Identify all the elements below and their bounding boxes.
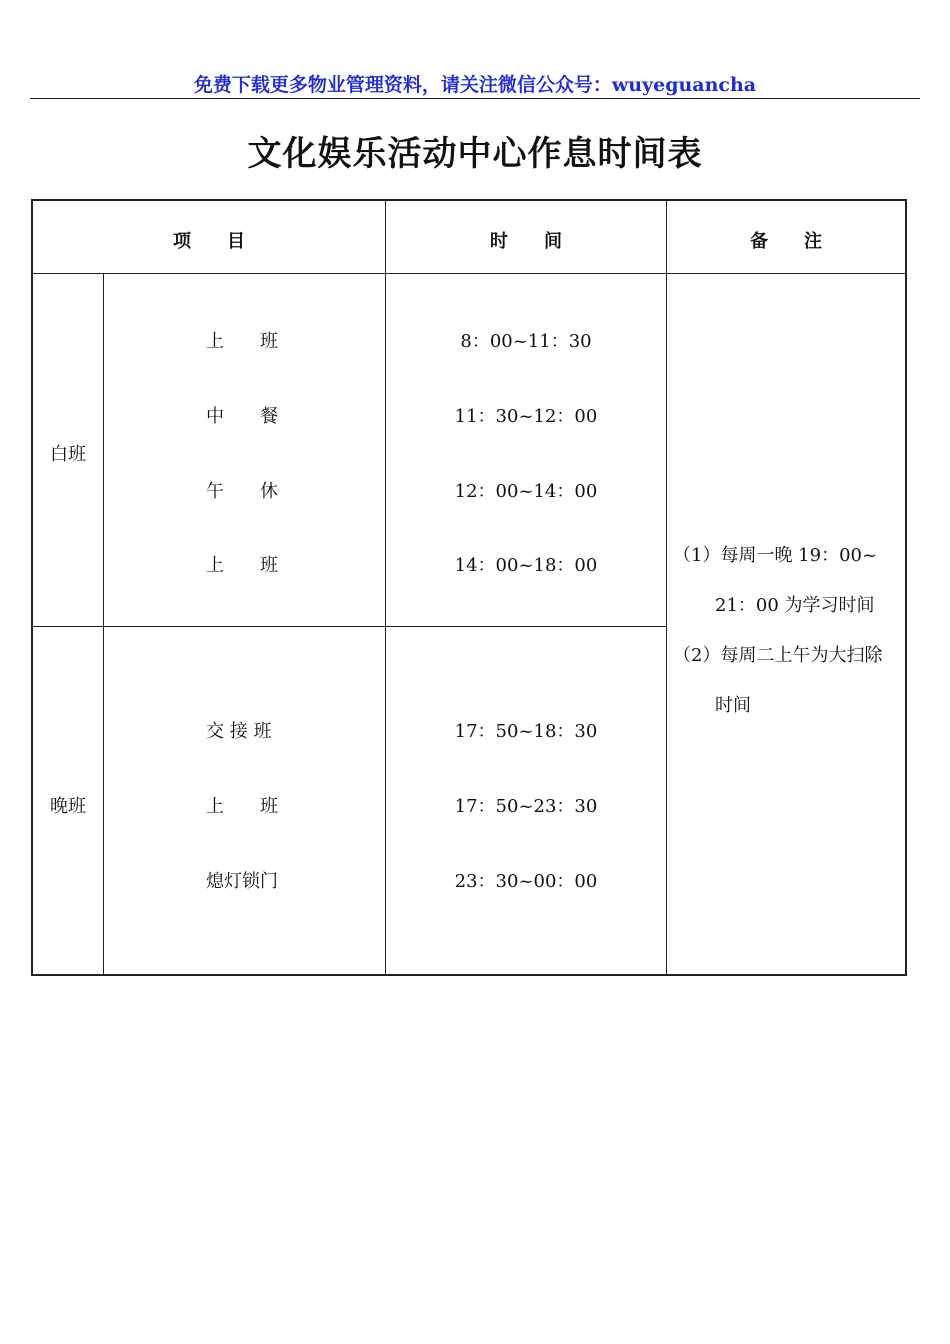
group-label-night: 晚班 bbox=[50, 796, 86, 817]
day-row-3-item: 午 休 bbox=[206, 481, 278, 502]
header-remark: 备 注 bbox=[750, 231, 822, 252]
col-line-time-remark bbox=[666, 201, 667, 974]
remark-line-4: 时间 bbox=[715, 695, 751, 716]
night-row-2-item: 上 班 bbox=[206, 796, 278, 817]
night-row-3-item: 熄灯锁门 bbox=[206, 871, 278, 892]
header-rule bbox=[30, 98, 920, 99]
day-row-4-time: 14：00~18：00 bbox=[454, 555, 598, 576]
night-row-1-time: 17：50~18：30 bbox=[454, 721, 598, 742]
day-row-3-time: 12：00~14：00 bbox=[454, 481, 598, 502]
day-row-2-item: 中 餐 bbox=[206, 406, 278, 427]
col-line-group bbox=[103, 274, 104, 974]
night-row-3-time: 23：30~00：00 bbox=[454, 871, 598, 892]
header-item: 项 目 bbox=[173, 231, 245, 252]
page-title: 文化娱乐活动中心作息时间表 bbox=[247, 134, 703, 174]
remark-line-2: 21：00 为学习时间 bbox=[715, 595, 875, 616]
header-time: 时 间 bbox=[490, 231, 562, 252]
day-row-4-item: 上 班 bbox=[206, 555, 278, 576]
group-divider-line bbox=[33, 626, 667, 627]
night-row-1-item: 交 接 班 bbox=[206, 721, 272, 742]
schedule-table bbox=[31, 199, 907, 976]
header-bottom-line bbox=[33, 273, 905, 274]
header-note: 免费下载更多物业管理资料，请关注微信公众号：wuyeguancha bbox=[193, 74, 757, 96]
night-row-2-time: 17：50~23：30 bbox=[454, 796, 598, 817]
day-row-1-time: 8：00~11：30 bbox=[460, 331, 592, 352]
day-row-2-time: 11：30~12：00 bbox=[454, 406, 598, 427]
col-line-item-time bbox=[385, 201, 386, 974]
remark-line-1: （1）每周一晚 19：00~ bbox=[673, 545, 878, 566]
group-label-day: 白班 bbox=[50, 444, 86, 465]
remark-line-3: （2）每周二上午为大扫除 bbox=[673, 645, 883, 666]
day-row-1-item: 上 班 bbox=[206, 331, 278, 352]
